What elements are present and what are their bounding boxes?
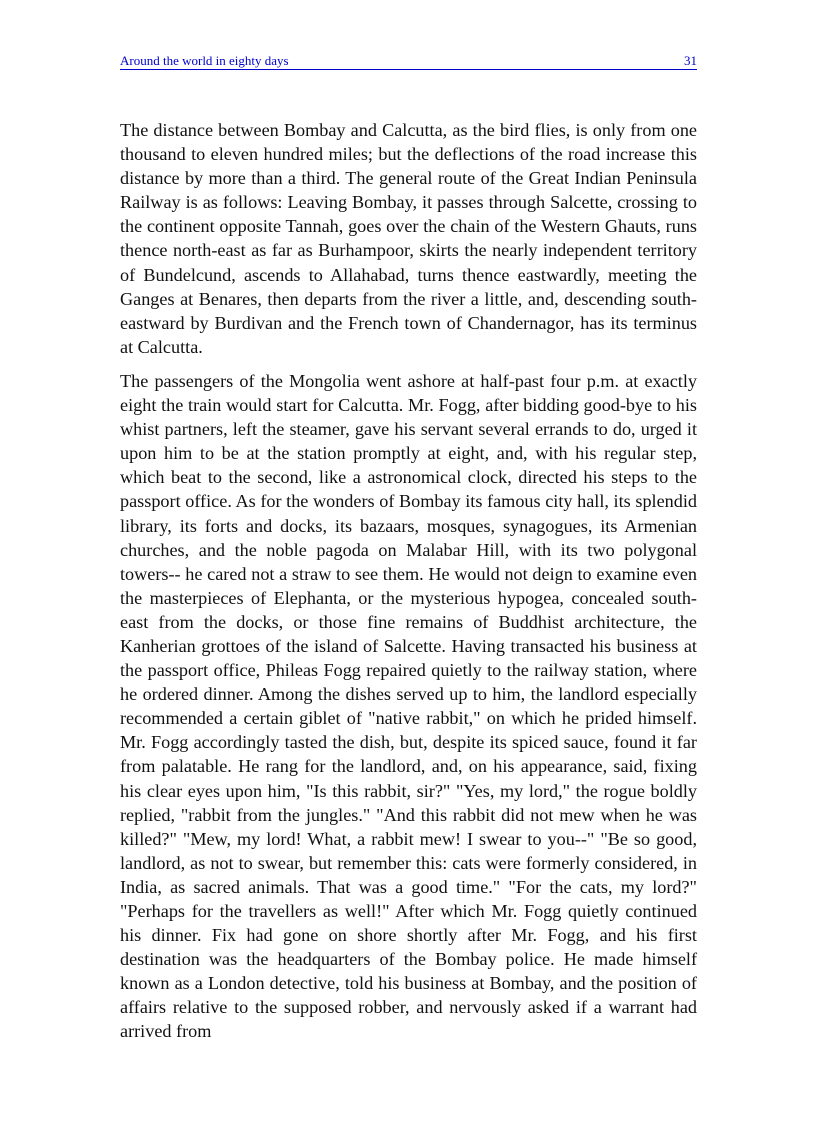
page-header [120,53,697,70]
page-body [120,118,697,1054]
paragraph: The distance between Bombay and Calcutta, as the bird flies, is only from one thousand to eleven hundred miles; but the deflections of the road increase this distance by more than a third. The general route of the Great Indian Peninsula Railway is as follows: Leaving Bombay, it passes through Salcette, crossing to the continent opposite Tannah, goes over the chain of the Western Ghauts, runs thence north-east as far as Burhampoor, skirts the nearly independent territory of Bundelcund, ascends to Allahabad, turns thence eastwardly, meeting the Ganges at Benares, then departs from the river a little, and, descending south-eastward by Burdivan and the French town of Chandernagor, has its terminus at Calcutta. [120,120,697,357]
book-title-link[interactable]: Around the world in eighty days [120,53,289,68]
page-number: 31 [684,53,697,68]
paragraph: The passengers of the Mongolia went ashore at half-past four p.m. at exactly eight the train would start for Calcutta. Mr. Fogg, after bidding good-bye to his whist partners, left the steamer, gave his servant several errands to do, urged it upon him to be at the station promptly at eight, and, with his regular step, which beat to the second, like a astronomical clock, directed his steps to the passport office. As for the wonders of Bombay its famous city hall, its splendid library, its forts and docks, its bazaars, mosques, synagogues, its Armenian churches, and the noble pagoda on Malabar Hill, with its two polygonal towers-- he cared not a straw to see them. He would not deign to examine even the masterpieces of Elephanta, or the mysterious hypogea, concealed south-east from the docks, or those fine remains of Buddhist architecture, the Kanherian grottoes of the island of Salcette. Having transacted his business at the passport office, Phileas Fogg repaired quietly to the railway station, where he ordered dinner. Among the dishes served up to him, the landlord especially recommended a certain giblet of "native rabbit," on which he prided himself. Mr. Fogg accordingly tasted the dish, but, despite its spiced sauce, found it far from palatable. He rang for the landlord, and, on his appearance, said, fixing his clear eyes upon him, "Is this rabbit, sir?" "Yes, my lord," the rogue boldly replied, "rabbit from the jungles." "And this rabbit did not mew when he was killed?" "Mew, my lord! What, a rabbit mew! I swear to you--" "Be so good, landlord, as not to swear, but remember this: cats were formerly considered, in India, as sacred animals. That was a good time." "For the cats, my lord?" "Perhaps for the travellers as well!" After which Mr. Fogg quietly continued his dinner. Fix had gone on shore shortly after Mr. Fogg, and his first destination was the headquarters of the Bombay police. He made himself known as a London detective, told his business at Bombay, and the position of affairs relative to the supposed robber, and nervously asked if a warrant had arrived from [120,370,697,1042]
